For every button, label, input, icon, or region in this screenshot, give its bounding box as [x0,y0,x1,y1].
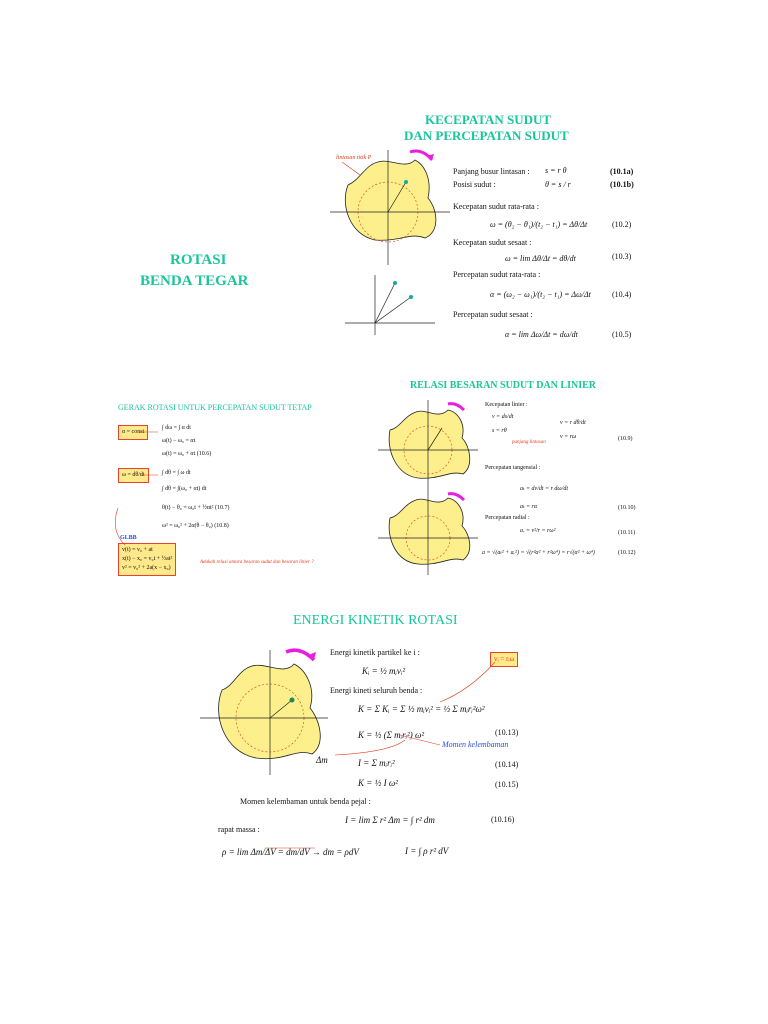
s3-line5: K = ½ (Σ mᵢrᵢ²) ω² [358,730,425,740]
ar-formula: aᵣ = v²/r = rω² [520,528,556,534]
s1-row2-label: Posisi sudut : [453,180,496,189]
s1-row6-formula: α = lim Δω/Δt = dω/dt [505,330,578,339]
glbb-line-1: v(t) = v₀ + at [122,547,153,553]
s3-num7: (10.15) [495,780,519,789]
v-line-3: v = r dθ/dt [560,420,586,426]
s1-row3-label: Kecepatan sudut rata-rata : [453,202,539,211]
s2-eq5: ∫ dθ = ∫(ω₀ + αt) dt [162,486,207,492]
s3-line10: rapat massa : [218,825,260,834]
s3-line7: K = ½ I ω² [358,778,398,788]
s1-row1-formula: s = r θ [545,166,567,175]
v-num: (10.9) [618,436,633,442]
side-title-line2: BENDA TEGAR [140,273,249,289]
s3-num9: (10.16) [491,815,515,824]
s3-line2: Kᵢ = ½ mᵢvᵢ² [362,666,406,676]
s2-eq3: ω(t) = ω₀ + αt (10.6) [162,451,212,457]
s1-row1-label: Panjang busur lintasan : [453,167,530,176]
s1-row4-label: Kecepatan sudut sesaat : [453,238,532,247]
s2-eq1: ∫ dω = ∫ α dt [162,425,191,431]
radial-label: Percepatan radial : [485,515,530,521]
glbb-label: GLBB [120,535,137,541]
at2-formula: aₜ = rα [520,504,538,510]
section1-title-line1: KECEPATAN SUDUT [425,112,552,127]
glbb-line-2: x(t) − x₀ = v₀t + ½at² [122,556,173,562]
alpha-box-1: α = const [118,425,148,440]
s1-row5-label: Percepatan sudut rata-rata : [453,270,541,279]
s1-row4-formula: ω = lim Δθ/Δt = dθ/dt [505,254,576,263]
a-num: (10.12) [618,550,636,556]
s2-eq2: ω(t) − ω₀ = αt [162,438,196,444]
s3-line1: Energi kinetik partikel ke i : [330,648,420,657]
s3-line6: I = Σ mᵢrᵢ² [358,758,395,768]
s1-row6-label: Percepatan sudut sesaat : [453,310,533,319]
at-formula: aₜ = dv/dt = r dω/dt [520,486,568,492]
kecepatan-linier-label: Kecepatan linier : [485,402,528,408]
alpha-box-2: ω = dθ/dt [118,468,149,483]
glbb-line-3: v² = v₀² + 2a(x − x₀) [122,565,171,571]
panjang-lintasan-label: panjang lintasan [512,440,546,445]
s3-line12: I = ∫ ρ r² dV [405,846,449,856]
s1-row4-num: (10.3) [612,252,632,261]
v-line-4: v = rω [560,434,577,440]
v-line-1: v = ds/dt [492,414,514,420]
section3-title: ENERGI KINETIK ROTASI [293,613,458,628]
s1-row2-formula: θ = s / r [545,180,571,189]
s2-eq7: ω² = ω₀² + 2α(θ − θ₀) (10.8) [162,523,229,529]
s1-row6-num: (10.5) [612,330,632,339]
s1-row2-num: (10.1b) [610,180,634,189]
s3-line3: Energi kineti seluruh benda : [330,686,423,695]
s3-line8: Momen kelembaman untuk benda pejal : [240,797,371,806]
s2-eq6: θ(t) − θ₀ = ω₀t + ½αt² (10.7) [162,505,230,511]
tangensial-label: Percepatan tangensial : [485,465,541,471]
s1-row1-num: (10.1a) [610,167,634,176]
a-total-formula: a = √(aₜ² + aᵣ²) = √(r²α² + r²ω⁴) = r√(α² + ω⁴) [482,550,595,556]
v-line-2: s = rθ [492,428,507,434]
s1-row5-num: (10.4) [612,290,632,299]
s1-row5-formula: α = (ω₂ − ω₁)/(t₂ − t₁) = Δω/Δt [490,290,591,299]
section1-title-line2: DAN PERCEPATAN SUDUT [404,128,569,143]
momen-note: Momen kelembaman [442,740,509,749]
s3-line11: ρ = lim Δm/ΔV = dm/dV → dm = ρdV [222,847,359,857]
s1-row3-num: (10.2) [612,220,632,229]
section2-left-title: GERAK ROTASI UNTUK PERCEPATAN SUDUT TETAP [118,403,312,412]
s3-num5: (10.13) [495,728,519,737]
lintasan-label: lintasan titik P [336,155,372,161]
s3-line9: I = lim Σ r² Δm = ∫ r² dm [345,815,435,825]
s2-eq4: ∫ dθ = ∫ ω dt [162,470,191,476]
delta-m-label: Δm [316,755,328,765]
ar-num: (10.11) [618,530,636,536]
at-num: (10.10) [618,505,636,511]
s1-row3-formula: ω = (θ₂ − θ₁)/(t₂ − t₁) = Δθ/Δt [490,220,588,229]
s3-line4: K = Σ Kᵢ = Σ ½ mᵢvᵢ² = ½ Σ mᵢrᵢ²ω² [358,704,485,714]
s3-num6: (10.14) [495,760,519,769]
side-title-line1: ROTASI [170,252,227,268]
vi-box: vᵢ = rᵢω [490,652,518,667]
adakah-note: Adakah relasi antara besaran sudut dan besaran linier ? [200,560,314,565]
section2-right-title: RELASI BESARAN SUDUT DAN LINIER [410,380,596,391]
